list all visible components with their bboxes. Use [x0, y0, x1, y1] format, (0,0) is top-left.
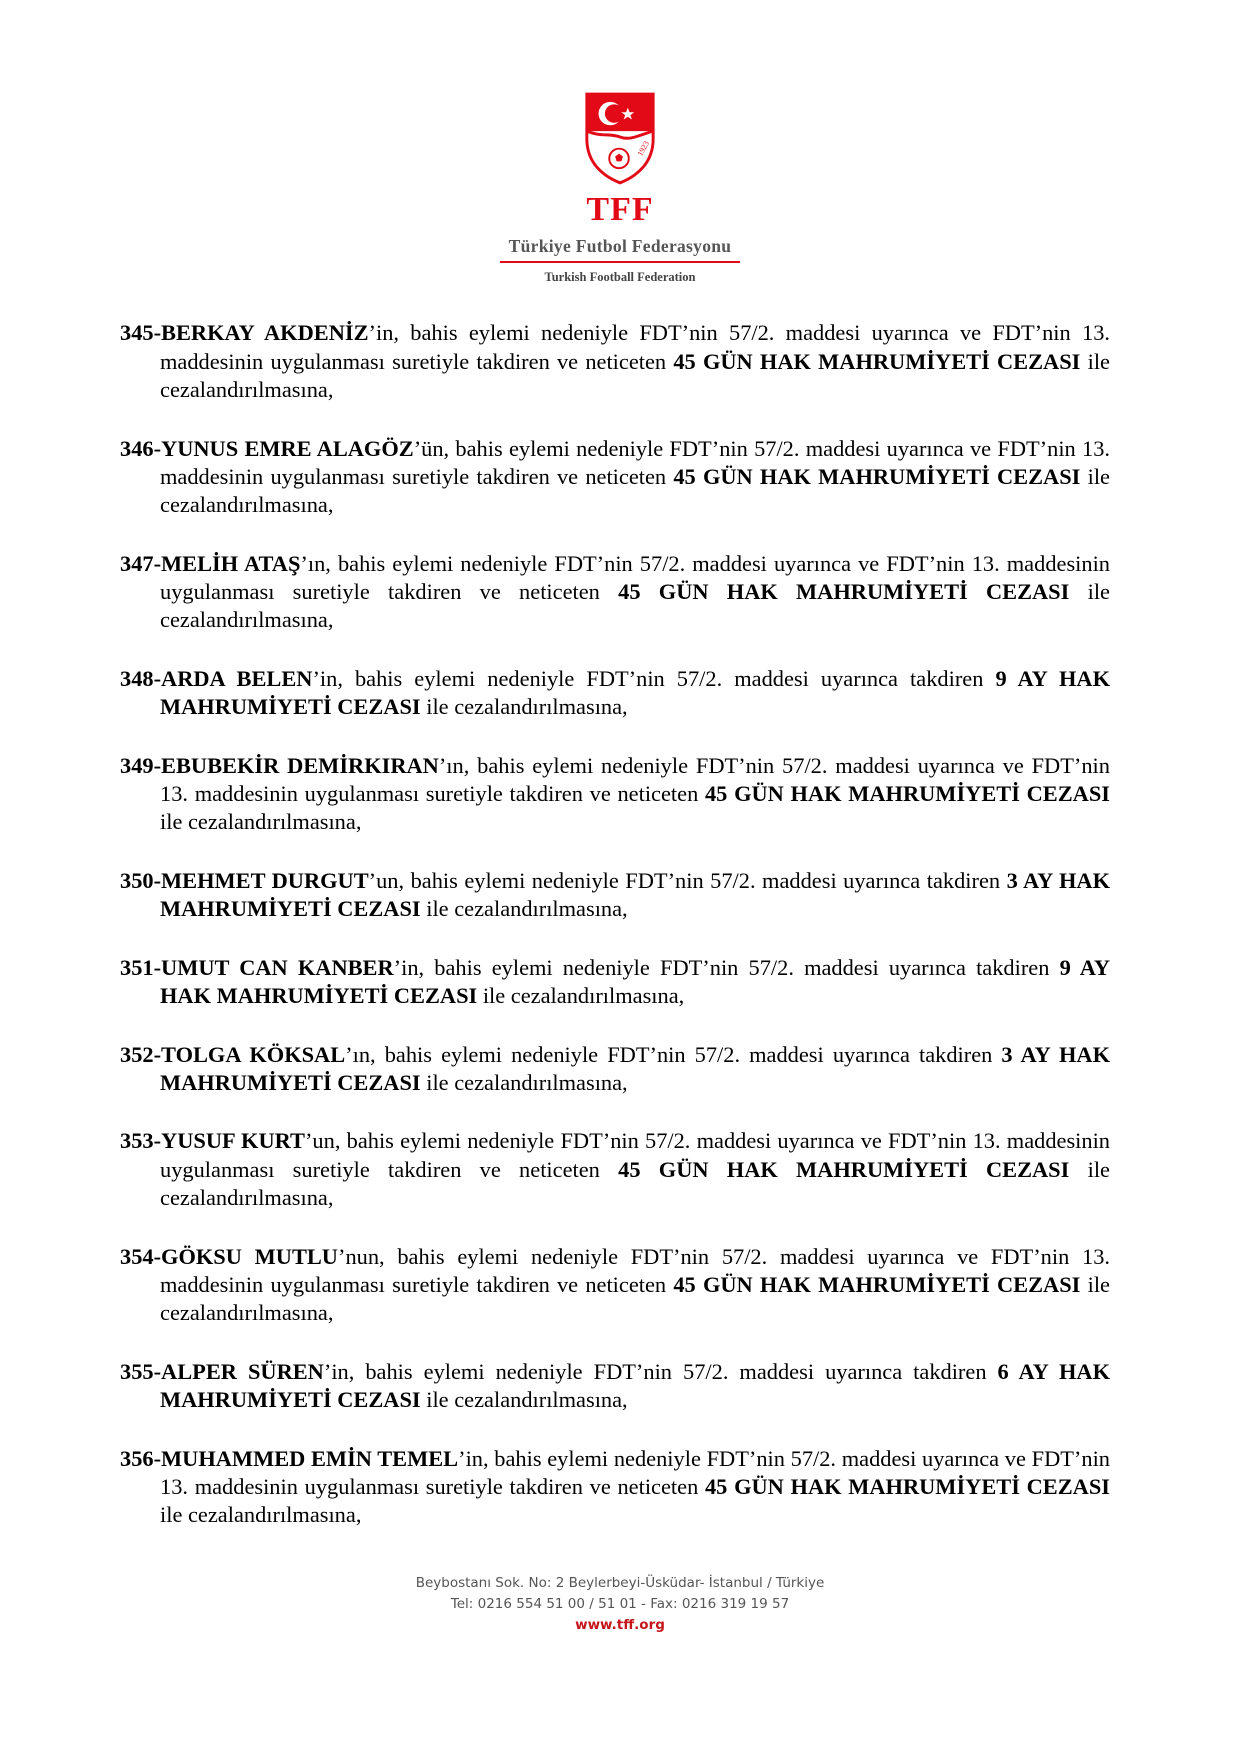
- penalty-text: 3 AY HAK MAHRUMİYETİ CEZASI: [160, 867, 1110, 921]
- footer-contact: Tel: 0216 554 51 00 / 51 01 - Fax: 0216 319 19 57: [450, 1596, 790, 1612]
- name-suffix: ’in: [458, 1445, 483, 1471]
- federation-name-en: Turkish Football Federation: [544, 270, 696, 284]
- decision-item: [120, 665, 1110, 721]
- name-suffix: ’in: [393, 954, 419, 980]
- letterhead: [0, 88, 1240, 285]
- player-name: BERKAY AKDENİZ: [161, 320, 369, 346]
- item-number: 352-: [120, 1041, 162, 1067]
- name-suffix: ’in: [368, 320, 394, 346]
- penalty-text: 3 AY HAK MAHRUMİYETİ CEZASI: [160, 1041, 1110, 1095]
- decision-item: [120, 1358, 1110, 1414]
- decision-tail: ile cezalandırılmasına,: [420, 895, 628, 921]
- player-name: GÖKSU MUTLU: [161, 1243, 338, 1269]
- crest-year: 1923: [635, 139, 651, 158]
- header-rule: [500, 261, 740, 263]
- item-number: 345-: [120, 320, 162, 346]
- decision-item: [120, 1127, 1110, 1212]
- decision-item: [120, 1445, 1110, 1530]
- penalty-text: 45 GÜN HAK MAHRUMİYETİ CEZASI: [673, 1271, 1081, 1297]
- item-number: 354-: [120, 1243, 162, 1269]
- name-suffix: ’un: [368, 867, 399, 893]
- decision-list: [120, 297, 1110, 1560]
- item-number: 351-: [120, 954, 162, 980]
- decision-text: , bahis eylemi nedeniyle FDT’nin 57/2. maddesi uyarınca ve FDT’nin 13. maddesinin uygulanması suretiyle takdiren ve neticeten: [160, 1243, 1110, 1297]
- item-number: 349-: [120, 752, 162, 778]
- decision-text: , bahis eylemi nedeniyle FDT’nin 57/2. maddesi uyarınca takdiren: [348, 1358, 998, 1384]
- decision-text: , bahis eylemi nedeniyle FDT’nin 57/2. maddesi uyarınca ve FDT’nin 13. maddesinin uygulanması suretiyle takdiren ve neticeten: [160, 320, 1110, 374]
- name-suffix: ’un: [304, 1128, 335, 1154]
- decision-tail: ile cezalandırılmasına,: [160, 1156, 1110, 1210]
- decision-tail: ile cezalandırılmasına,: [160, 348, 1110, 402]
- item-number: 356-: [120, 1445, 162, 1471]
- decision-text: , bahis eylemi nedeniyle FDT’nin 57/2. maddesi uyarınca takdiren: [418, 954, 1060, 980]
- tff-crest-logo: [581, 88, 659, 186]
- decision-item: [120, 954, 1110, 1010]
- item-number: 353-: [120, 1128, 162, 1154]
- penalty-text: 6 AY HAK MAHRUMİYETİ CEZASI: [160, 1358, 1110, 1412]
- penalty-text: 9 AY HAK MAHRUMİYETİ CEZASI: [160, 954, 1110, 1008]
- decision-tail: ile cezalandırılmasına,: [420, 1069, 628, 1095]
- penalty-text: 45 GÜN HAK MAHRUMİYETİ CEZASI: [704, 1473, 1110, 1499]
- decision-text: , bahis eylemi nedeniyle FDT’nin 57/2. maddesi uyarınca ve FDT’nin 13. maddesinin uygulanması suretiyle takdiren ve neticeten: [160, 435, 1110, 489]
- decision-text: , bahis eylemi nedeniyle FDT’nin 57/2. maddesi uyarınca takdiren: [337, 665, 996, 691]
- item-number: 347-: [120, 550, 162, 576]
- item-number: 350-: [120, 867, 162, 893]
- penalty-text: 45 GÜN HAK MAHRUMİYETİ CEZASI: [673, 463, 1081, 489]
- name-suffix: ’in: [323, 1358, 349, 1384]
- name-suffix: ’ün: [413, 435, 444, 461]
- item-number: 348-: [120, 665, 162, 691]
- footer: [0, 1573, 1240, 1636]
- name-suffix: ’ın: [345, 1041, 371, 1067]
- player-name: YUNUS EMRE ALAGÖZ: [161, 435, 414, 461]
- penalty-text: 45 GÜN HAK MAHRUMİYETİ CEZASI: [618, 578, 1070, 604]
- decision-text: , bahis eylemi nedeniyle FDT’nin 57/2. maddesi uyarınca ve FDT’nin 13. maddesinin uygulanması suretiyle takdiren ve neticeten: [160, 1445, 1110, 1499]
- decision-item: [120, 1243, 1110, 1328]
- decision-tail: ile cezalandırılmasına,: [160, 463, 1110, 517]
- decision-item: [120, 752, 1110, 837]
- name-suffix: ’in: [312, 665, 338, 691]
- decision-tail: ile cezalandırılmasına,: [420, 693, 628, 719]
- player-name: EBUBEKİR DEMİRKIRAN: [161, 752, 439, 778]
- decision-tail: ile cezalandırılmasına,: [477, 982, 685, 1008]
- player-name: MUHAMMED EMİN TEMEL: [161, 1445, 459, 1471]
- decision-tail: ile cezalandırılmasına,: [420, 1386, 628, 1412]
- decision-item: [120, 319, 1110, 404]
- player-name: MELİH ATAŞ: [161, 550, 301, 576]
- decision-tail: ile cezalandırılmasına,: [160, 578, 1110, 633]
- decision-item: [120, 867, 1110, 923]
- decision-text: , bahis eylemi nedeniyle FDT’nin 57/2. maddesi uyarınca ve FDT’nin 13. maddesinin uygulanması suretiyle takdiren ve neticeten: [160, 1128, 1111, 1182]
- brand-abbreviation: TFF: [586, 191, 654, 228]
- item-number: 346-: [120, 435, 162, 461]
- penalty-text: 45 GÜN HAK MAHRUMİYETİ CEZASI: [704, 780, 1110, 806]
- footer-address: Beybostanı Sok. No: 2 Beylerbeyi-Üsküdar- İstanbul / Türkiye: [415, 1575, 825, 1591]
- player-name: ALPER SÜREN: [161, 1358, 324, 1384]
- decision-tail: ile cezalandırılmasına,: [160, 1501, 362, 1527]
- decision-text: , bahis eylemi nedeniyle FDT’nin 57/2. maddesi uyarınca takdiren: [370, 1041, 1002, 1067]
- decision-text: , bahis eylemi nedeniyle FDT’nin 57/2. maddesi uyarınca takdiren: [398, 867, 1007, 893]
- decision-item: [120, 1041, 1110, 1097]
- federation-name-tr: Türkiye Futbol Federasyonu: [508, 236, 732, 256]
- player-name: MEHMET DURGUT: [161, 867, 369, 893]
- player-name: TOLGA KÖKSAL: [161, 1041, 346, 1067]
- penalty-text: 45 GÜN HAK MAHRUMİYETİ CEZASI: [618, 1156, 1070, 1182]
- decision-text: , bahis eylemi nedeniyle FDT’nin 57/2. maddesi uyarınca ve FDT’nin 13. maddesinin uygulanması suretiyle takdiren ve neticeten: [160, 550, 1110, 604]
- name-suffix: ’ın: [438, 752, 464, 778]
- decision-tail: ile cezalandırılmasına,: [160, 1271, 1110, 1325]
- penalty-text: 45 GÜN HAK MAHRUMİYETİ CEZASI: [673, 348, 1081, 374]
- penalty-text: 9 AY HAK MAHRUMİYETİ CEZASI: [160, 665, 1110, 719]
- item-number: 355-: [120, 1358, 162, 1384]
- decision-text: , bahis eylemi nedeniyle FDT’nin 57/2. maddesi uyarınca ve FDT’nin 13. maddesinin uygulanması suretiyle takdiren ve neticeten: [160, 752, 1110, 806]
- decision-item: [120, 550, 1110, 635]
- player-name: UMUT CAN KANBER: [161, 954, 394, 980]
- footer-website: www.tff.org: [575, 1617, 665, 1633]
- name-suffix: ’nun: [337, 1243, 380, 1269]
- decision-tail: ile cezalandırılmasına,: [160, 809, 362, 835]
- name-suffix: ’ın: [300, 550, 326, 576]
- player-name: ARDA BELEN: [161, 665, 313, 691]
- player-name: YUSUF KURT: [161, 1128, 305, 1154]
- decision-item: [120, 435, 1110, 520]
